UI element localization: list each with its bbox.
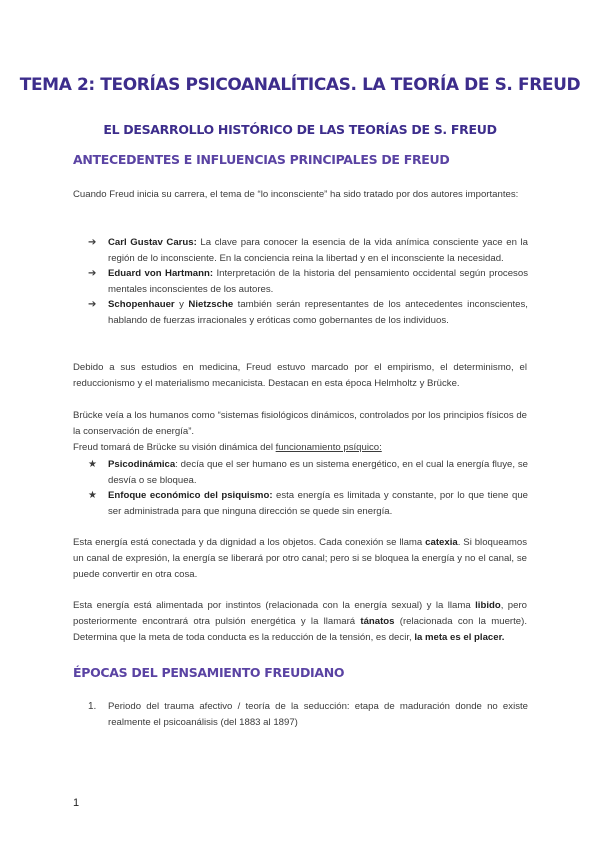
section-heading-epocas: ÉPOCAS DEL PENSAMIENTO FREUDIANO: [73, 665, 345, 680]
catexia-text-pre: Esta energía está conectada y da dignidad a los objetos. Cada conexión se llama: [73, 537, 426, 548]
bullet-item-carus: [88, 235, 528, 266]
document-title: TEMA 2: TEORÍAS PSICOANALÍTICAS. LA TEORÍA DE S. FREUD: [19, 75, 581, 95]
bullet-text: La clave para conocer la esencia de la vida anímica consciente yace en la región de lo inconsciente. En la conciencia reina la libertad y en el inconsciente la necesidad.: [108, 237, 528, 264]
vision-text: Freud tomará de Brücke su visión dinámica del: [73, 442, 276, 453]
bullet-bold: Carl Gustav Carus:: [108, 237, 197, 248]
star-bold: Enfoque económico del psiquismo:: [108, 490, 273, 501]
paragraph-brucke: Brücke veía a los humanos como “sistemas fisiológicos dinámicos, controlados por los principios físicos de la conservación de energía”.: [73, 410, 527, 437]
numbered-item-text: Periodo del trauma afectivo / teoría de la seducción: etapa de maduración donde no existe realmente el psicoanálisis (del 1883 al 1897): [108, 701, 528, 728]
libido-text-1: Esta energía está alimentada por instintos (relacionada con la energía sexual) y la llama: [73, 600, 476, 611]
paragraph-libido: [73, 598, 527, 646]
star-icon: ★: [88, 490, 97, 501]
catexia-bold: catexia: [425, 537, 458, 548]
list-number: 1.: [88, 701, 97, 712]
bullet-bold: Schopenhauer: [108, 299, 175, 310]
libido-bold: libido: [475, 600, 501, 611]
numbered-item-1: [88, 699, 528, 730]
star-item-economico: [88, 488, 528, 519]
section-heading-antecedentes: ANTECEDENTES E INFLUENCIAS PRINCIPALES DE FREUD: [73, 152, 450, 167]
libido-text-3: (relacionada con la muerte). Determina que la meta de toda conducta es la reducción de la tensión, es decir,: [73, 616, 527, 643]
arrow-icon: ➔: [88, 268, 97, 279]
paragraph-catexia: [73, 535, 527, 583]
star-icon: ★: [88, 459, 97, 470]
bullet-text: también serán representantes de los antecedentes inconscientes, hablando de fuerzas irracionales y eróticas como gobernantes de los individuos.: [108, 299, 528, 326]
bullet-item-schopenhauer: [88, 297, 528, 328]
star-item-psicodinamica: [88, 457, 528, 488]
tanatos-bold: tánatos: [360, 616, 395, 627]
page-number: 1: [73, 797, 80, 809]
arrow-icon: ➔: [88, 299, 97, 310]
bullet-bold: Eduard von Hartmann:: [108, 268, 214, 279]
paragraph-intro: Cuando Freud inicia su carrera, el tema de “lo inconsciente” ha sido tratado por dos autores importantes:: [73, 189, 519, 200]
bullet-text: Interpretación de la historia del pensamiento occidental según procesos mentales inconscientes de los autores.: [108, 268, 528, 295]
vision-underlined: funcionamiento psíquico:: [275, 442, 382, 453]
catexia-text-post: . Si bloqueamos un canal de expresión, la energía se liberará por otro canal; pero si se bloquea la energía y no el canal, se puede convertir en otra cosa.: [73, 537, 527, 580]
libido-text-2: , pero posteriormente encontrará otra pulsión energética y la llamará: [73, 600, 527, 627]
document-subtitle: EL DESARROLLO HISTÓRICO DE LAS TEORÍAS DE S. FREUD: [103, 122, 497, 137]
bullet-bold-2: Nietzsche: [188, 299, 234, 310]
bullet-item-hartmann: [88, 266, 528, 297]
meta-placer-bold: la meta es el placer.: [414, 632, 505, 643]
star-bold: Psicodinámica: [108, 459, 176, 470]
paragraph-vision: [73, 440, 527, 456]
star-text: esta energía es limitada y constante, por lo que tiene que ser administrada para que ninguna dirección se quede sin energía.: [108, 490, 528, 517]
paragraph-medicina: Debido a sus estudios en medicina, Freud estuvo marcado por el empirismo, el determinismo, el reduccionismo y el materialismo mecanicista. Destacan en esta época Helmholtz y Brücke.: [73, 362, 527, 389]
bullet-text-mid: y: [174, 299, 189, 310]
arrow-icon: ➔: [88, 237, 97, 248]
star-text: : decía que el ser humano es un sistema energético, en el cual la energía fluye, se desvía o se bloquea.: [108, 459, 528, 486]
